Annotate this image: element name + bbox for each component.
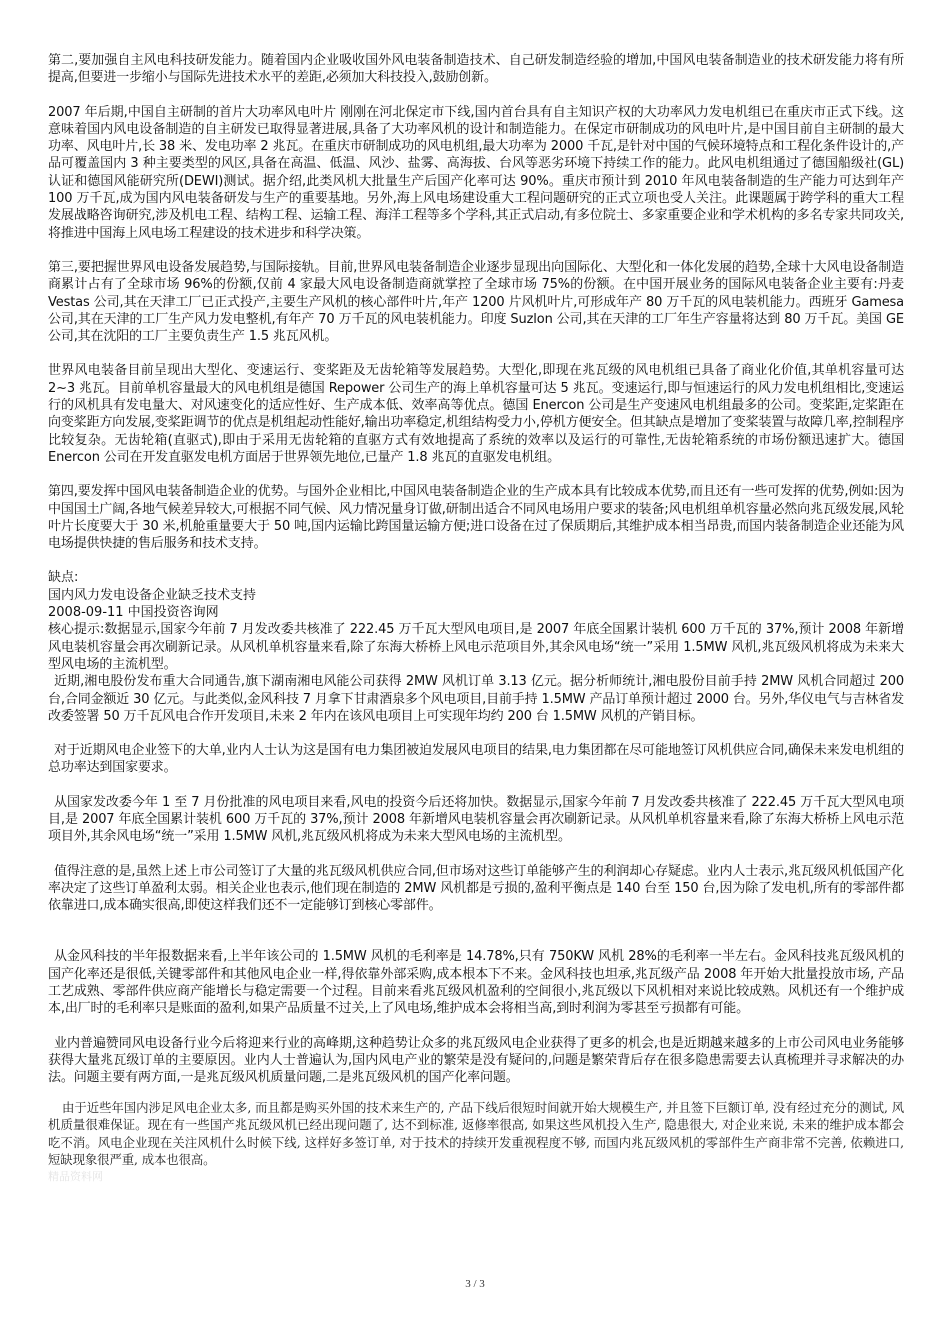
paragraph-quality-issues: 由于近些年国内涉足风电企业太多, 而且都是购买外国的技术来生产的, 产品下线后很短时间就开始大规模生产, 并且签下巨额订单, 没有经过充分的测试, 风机质量很难保证。现在有一些国产兆瓦级风机已经出现问题了, 达不到标准, 返修率很高, 如果这些风机投入生产, 隐患很大, 对企业来说, 未来的维护成本都会吃不消。风电企业现在关注风机什么时候下线, 这样好多签订单, 对于技术的持续开发重视程度不够, 而国内兆瓦级风机的零部件生产商非常不完善, 依赖进口, 短缺现象很严重, 成本也很高。 <box>48 1099 904 1168</box>
document-body <box>48 52 904 1185</box>
paragraph-peak-period: 业内普遍赞同风电设备行业今后将迎来行业的高峰期,这种趋势让众多的兆瓦级风电企业获得了更多的机会,也是近期越来越多的上市公司风电业务能够获得大量兆瓦级订单的主要原因。业内人士普遍认为,国内风电产业的繁荣是没有疑问的,问题是繁荣背后存在很多隐患需要去认真梳理并寻求解决的办法。问题主要有两方面,一是兆瓦级风机质量问题,二是兆瓦级风机的国产化率问题。 <box>48 1035 904 1086</box>
watermark-note: 精品资料网 <box>48 1169 103 1183</box>
paragraph-ndrc-approvals: 从国家发改委今年 1 至 7 月份批准的风电项目来看,风电的投资今后还将加快。数据显示,国家今年前 7 月发改委共核准了 222.45 万千瓦大型风电项目,是 2007 年底全国累计装机 600 万千瓦的 37%,预计 2008 年新增风电装机容量会再次刷新记录。从风机单机容量来看,除了东海大桥桥上风电示范项目外,其余风电场“统一”采用 1.5MW 风机,兆瓦级风机将成为未来大型风电场的主流机型。 <box>48 794 904 845</box>
section-label-drawbacks: 缺点: <box>48 570 79 586</box>
paragraph-2007-development: 2007 年后期,中国自主研制的首片大功率风电叶片 刚刚在河北保定市下线,国内首台具有自主知识产权的大功率风力发电机组已在重庆市正式下线。这意味着国内风电设备制造的自主研发已取得显著进展,具备了大功率风机的设计和制造能力。在保定市研制成功的风电叶片,是中国目前自主研制的最大功率、风电叶片,长 38 米、发电功率 2 兆瓦。在重庆市研制成功的风电机组,最大功率为 2000 千瓦,是针对中国的气候环境特点和工程化条件设计的,产品可覆盖国内 3 种主要类型的风区,具备在高温、低温、风沙、盐雾、高海拔、台风等恶劣环境下持续工作的能力。此风电机组通过了德国船级社(GL)认证和德国风能研究所(DEWI)测试。据介绍,此类风机大批量生产后国产化率可达 90%。重庆市预计到 2010 年风电装备制造的生产能力可达到年产 100 万千瓦,成为国内风电装备研发与生产的重要基地。另外,海上风电场建设重大工程问题研究的正式立项也受人关注。此课题属于跨学科的重大工程发展战略咨询研究,涉及机电工程、结构工程、运输工程、海洋工程等多个学科,其正式启动,有多位院士、多家重要企业和学术机构的多名专家共同攻关,将推进中国海上风电场工程建设的技术进步和科学决策。 <box>48 104 904 241</box>
paragraph-goldwind-margins: 从金风科技的半年报数据来看,上半年该公司的 1.5MW 风机的毛利率是 14.78%,只有 750KW 风机 28%的毛利率一半左右。金风科技兆瓦级风机的国产化率还是很低,关键零部件和其他风电企业一样,得依靠外部采购,成本根本下不来。金风科技也坦承,兆瓦级产品 2008 年开始大批量投放市场, 产品工艺成熟、零部件供应商产能增长与稳定需要一个过程。目前来看兆瓦级风机盈利的空间很小,兆瓦级以下风机相对来说比较成熟。风机还有一个维护成本,出厂时的毛利率只是账面的盈利,如果产品质量不过关,上了风电场,维护成本会将相当高,到时利润为零甚至亏损都有可能。 <box>48 949 904 1017</box>
paragraph-second-point: 第二,要加强自主风电科技研发能力。随着国内企业吸收国外风电装备制造技术、自己研发制造经验的增加,中国风电装备制造业的技术研发能力将有所提高,但要进一步缩小与国际先进技术水平的差距,必须加大科技投入,鼓励创新。 <box>48 53 904 86</box>
article-date-source: 2008-09-11 中国投资咨询网 <box>48 605 219 621</box>
paragraph-third-point: 第三,要把握世界风电设备发展趋势,与国际接轨。目前,世界风电装备制造企业逐步显现出向国际化、大型化和一体化发展的趋势,全球十大风电设备制造商累计占有了全球市场 96%的份额,仅前 4 家最大风电设备制造商就掌控了全球市场 75%的份额。在中国开展业务的国际风电装备企业主要有:丹麦 Vestas 公司,其在天津工厂已正式投产,主要生产风机的核心部件叶片,年产 1200 片风机叶片,可形成年产 80 万千瓦的风电装机能力。西班牙 Gamesa 公司,其在天津的工厂生产风力发电整机,有年产 70 万千瓦的风电装机能力。印度 Suzlon 公司,其在天津的工厂年生产容量将达到 80 万千瓦。美国 GE 公司,其在沈阳的工厂主要负责生产 1.5 兆瓦风机。 <box>48 259 904 345</box>
article-title: 国内风力发电设备企业缺乏技术支持 <box>48 587 257 603</box>
page-number: 3 / 3 <box>465 1278 485 1290</box>
paragraph-core-summary: 核心提示:数据显示,国家今年前 7 月发改委共核准了 222.45 万千瓦大型风电项目,是 2007 年底全国累计装机 600 万千瓦的 37%,预计 2008 年新增风电装机容量会再次刷新记录。从风机单机容量来看,除了东海大桥桥上风电示范项目外,其余风电场“统一”采用 1.5MW 风机,兆瓦级风机将成为未来大型风电场的主流机型。 <box>48 622 904 672</box>
paragraph-fourth-point: 第四,要发挥中国风电装备制造企业的优势。与国外企业相比,中国风电装备制造企业的生产成本具有比较成本优势,而且还有一些可发挥的优势,例如:因为中国国土广阔,各地气候差异较大,可根据不同气候、风力情况量身订做,研制出适合不同风电场用户要求的装备;风电机组单机容量必然向兆瓦级发展,风轮叶片长度要大于 30 米,机舱重量要大于 50 吨,国内运输比跨国量运输方便;进口设备在过了保质期后,其维护成本相当昂贵,而国内装备制造企业还能为风电场提供快捷的售后服务和技术支持。 <box>48 484 904 552</box>
paragraph-recent-orders: 近期,湘电股份发布重大合同通告,旗下湖南湘电风能公司获得 2MW 风机订单 3.13 亿元。据分析师统计,湘电股份目前手持 2MW 风机合同超过 200 台,合同金额近 30 亿元。与此类似,金风科技 7 月拿下甘肃酒泉多个风电项目,目前手持 1.5MW 产品订单预计超过 2000 台。另外,华仪电气与吉林省发改委签署 50 万千瓦风电合作开发项目,未来 2 年内在该风电项目上可实现年均约 200 台 1.5MW 风机的产销目标。 <box>48 674 904 724</box>
paragraph-profit-concerns: 值得注意的是,虽然上述上市公司签订了大量的兆瓦级风机供应合同,但市场对这些订单能够产生的利润却心存疑虑。业内人士表示,兆瓦级风机低国产化率决定了这些订单盈利太弱。相关企业也表示,他们现在制造的 2MW 风机都是亏损的,盈利平衡点是 140 台至 150 台,因为除了发电机,所有的零部件都依靠进口,成本确实很高,即使这样我们还不一定能够订到核心零部件。 <box>48 863 904 914</box>
paragraph-industry-view: 对于近期风电企业签下的大单,业内人士认为这是国有电力集团被迫发展风电项目的结果,电力集团都在尽可能地签订风机供应合同,确保未来发电机组的总功率达到国家要求。 <box>48 743 904 776</box>
paragraph-world-trends: 世界风电装备目前呈现出大型化、变速运行、变桨距及无齿轮箱等发展趋势。大型化,即现在兆瓦级的风电机组已具备了商业化价值,其单机容量可达 2~3 兆瓦。目前单机容量最大的风电机组是德国 Repower 公司生产的海上单机容量可达 5 兆瓦。变速运行,即与恒速运行的风力发电机组相比,变速运行的风机具有发电量大、对风速变化的适应性好、生产成本低、效率高等优点。德国 Enercon 公司是生产变速风电机组最多的公司。变桨距,定桨距在向变桨距方向发展,变桨距调节的优点是机组起动性能好,输出功率稳定,机组结构受力小,停机方便安全。但其缺点是增加了变桨装置与故障几率,控制程序比较复杂。无齿轮箱(直驱式),即由于采用无齿轮箱的直驱方式有效地提高了系统的效率以及运行的可靠性,无齿轮箱系统的市场份额迅速扩大。德国 Enercon 公司在开发直驱发电机方面居于世界领先地位,已量产 1.8 兆瓦的直驱发电机组。 <box>48 363 904 465</box>
